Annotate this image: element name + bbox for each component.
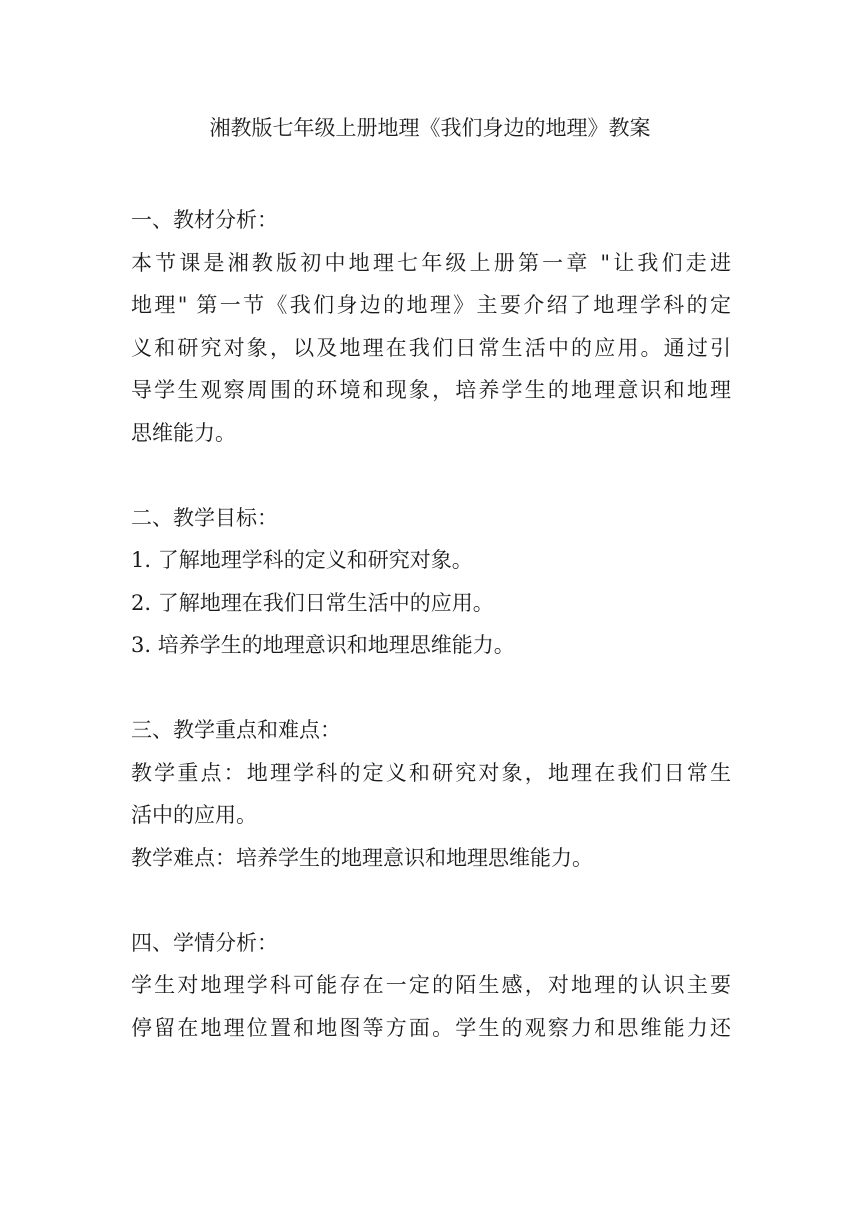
document-title: 湘教版七年级上册地理《我们身边的地理》教案	[209, 116, 651, 140]
list-item: 2. 了解地理在我们日常生活中的应用。	[131, 590, 494, 615]
section-heading-student-analysis: 四、学情分析：	[131, 930, 278, 955]
document-body	[131, 199, 731, 1049]
paragraph-line: 思维能力。	[131, 420, 236, 445]
section-heading-teaching-goals: 二、教学目标：	[131, 505, 278, 530]
paragraph-line: 教学难点：培养学生的地理意识和地理思维能力。	[131, 845, 593, 870]
paragraph-line: 导学生观察周围的环境和现象，培养学生的地理意识和地理	[131, 378, 731, 402]
blank-line	[131, 454, 731, 497]
paragraph-line: 停留在地理位置和地图等方面。学生的观察力和思维能力还	[131, 1015, 731, 1040]
paragraph-line: 活中的应用。	[131, 803, 257, 827]
paragraph-line: 本节课是湘教版初中地理七年级上册第一章 "让我们走进	[131, 250, 731, 275]
list-item: 3. 培养学生的地理意识和地理思维能力。	[131, 633, 515, 657]
paragraph-line: 教学重点：地理学科的定义和研究对象，地理在我们日常生	[131, 760, 731, 785]
blank-line	[131, 879, 731, 922]
paragraph-line: 义和研究对象，以及地理在我们日常生活中的应用。通过引	[131, 335, 731, 360]
paragraph-line: 学生对地理学科可能存在一定的陌生感，对地理的认识主要	[131, 973, 731, 997]
paragraph-line: 地理" 第一节《我们身边的地理》主要介绍了地理学科的定	[131, 293, 731, 317]
section-heading-key-points: 三、教学重点和难点：	[131, 718, 341, 742]
list-item: 1. 了解地理学科的定义和研究对象。	[131, 548, 473, 572]
section-heading-textbook-analysis: 一、教材分析：	[131, 208, 278, 232]
blank-line	[131, 667, 731, 710]
